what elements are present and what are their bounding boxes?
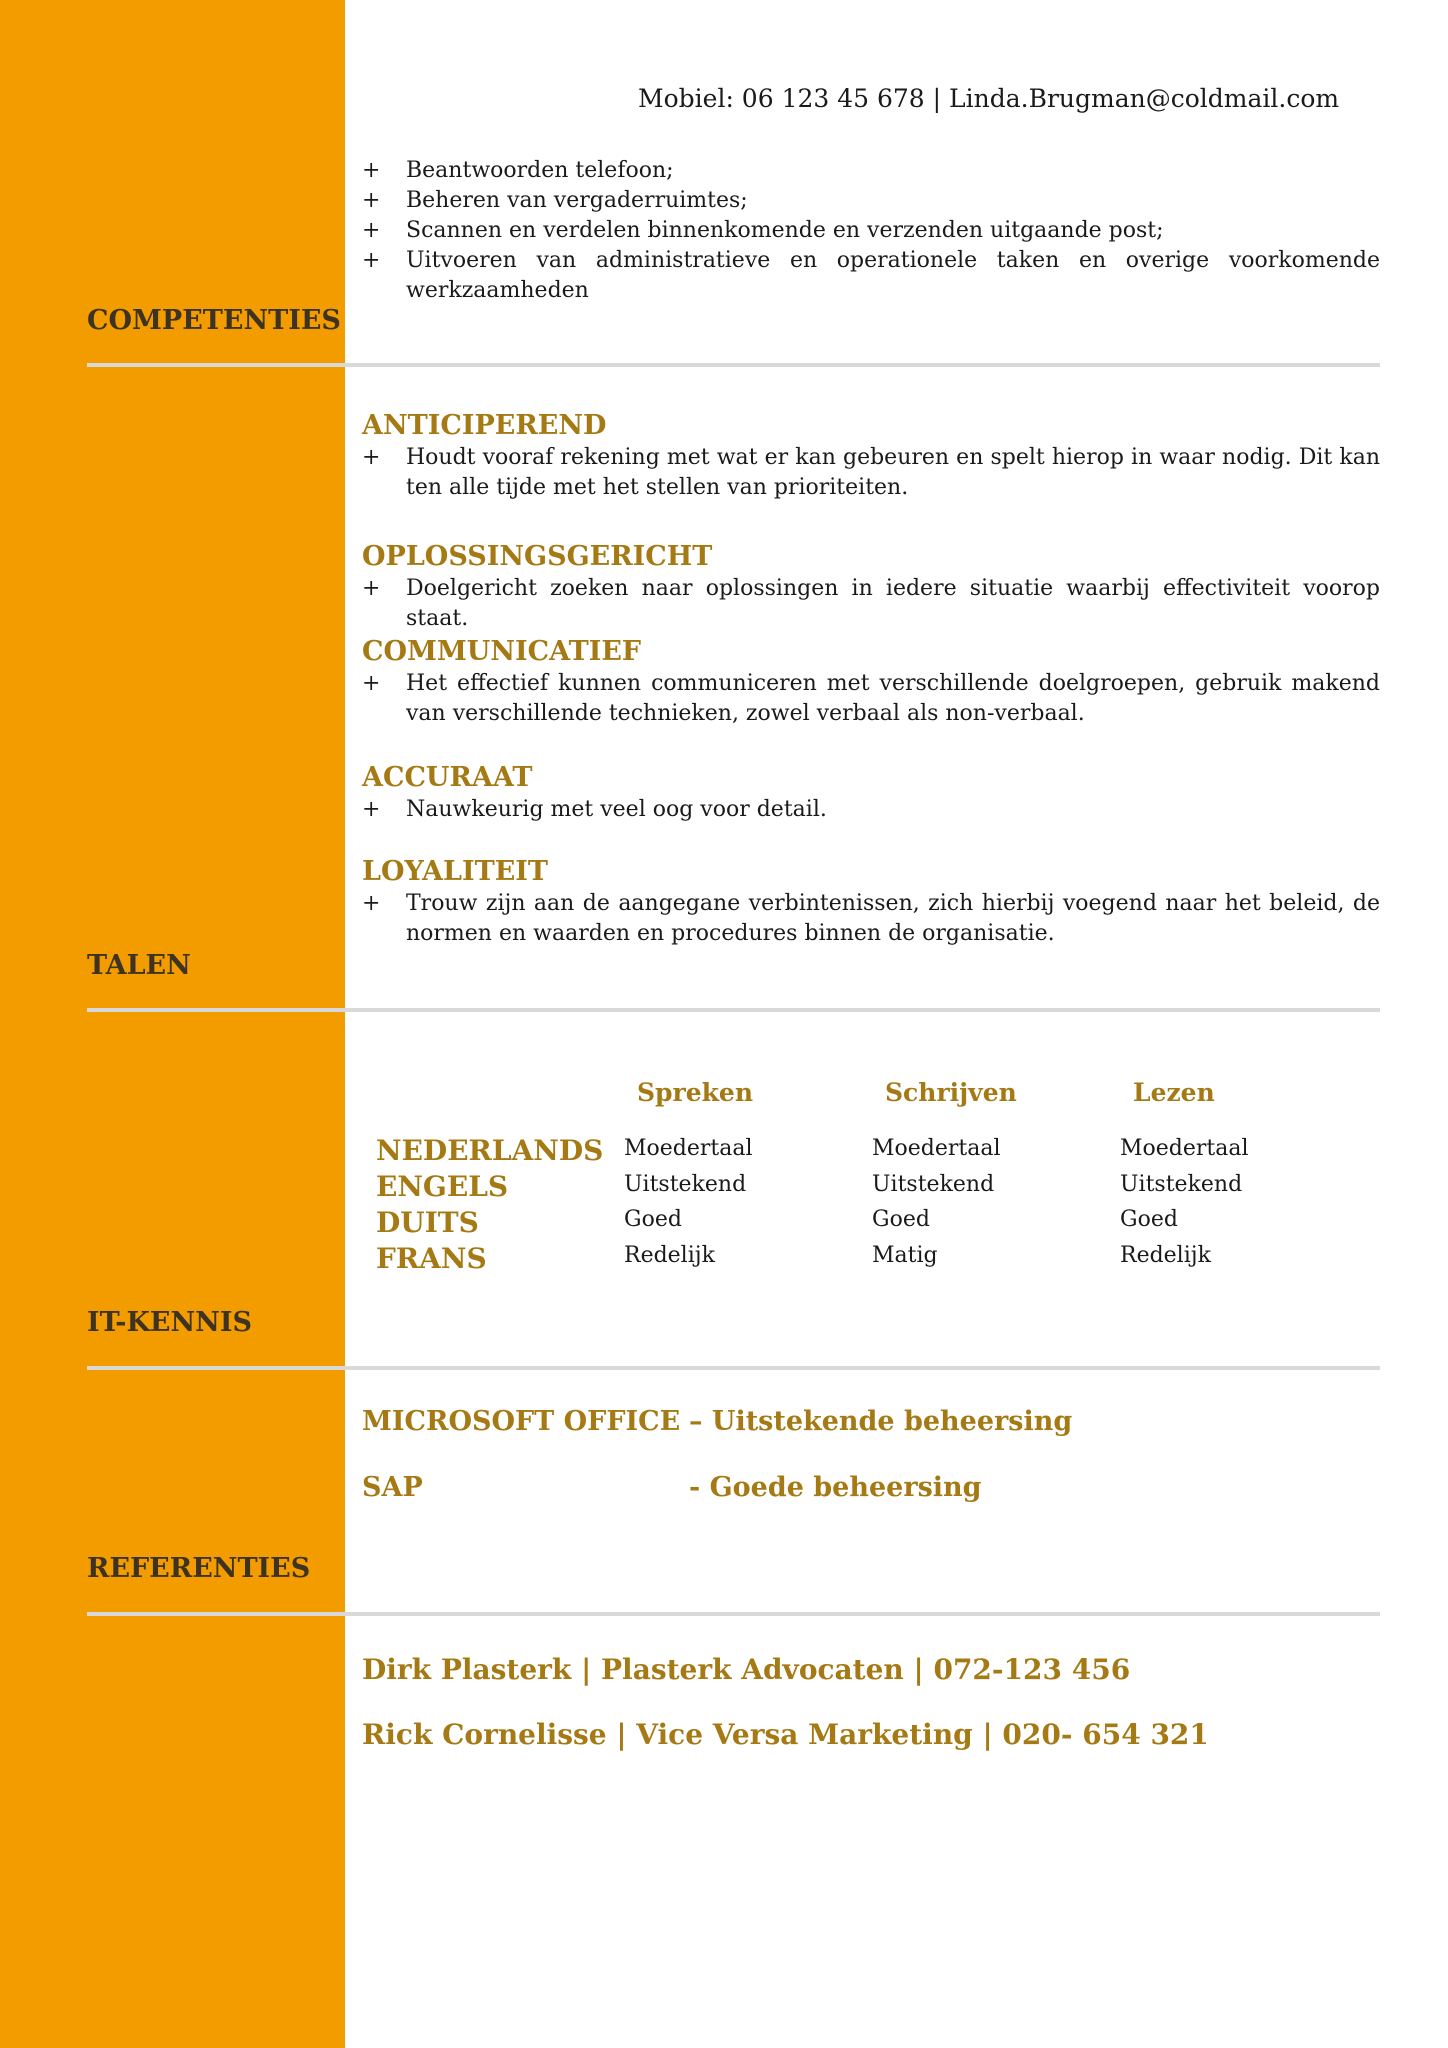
lang-value: Goed (1120, 1207, 1178, 1232)
it-skill-name: MICROSOFT OFFICE (362, 1406, 681, 1437)
lang-value: Moedertaal (1120, 1136, 1249, 1161)
competency-loyaliteit (362, 855, 1380, 949)
lang-value: Redelijk (1120, 1243, 1211, 1268)
it-skill-name: SAP (362, 1472, 423, 1503)
lang-header-spreken: Spreken (637, 1078, 754, 1107)
lang-value: Matig (872, 1243, 938, 1268)
lang-value: Uitstekend (624, 1172, 747, 1197)
it-skill-level: - Goede beheersing (689, 1472, 982, 1503)
lang-value: Uitstekend (872, 1172, 995, 1197)
lang-value: Goed (872, 1207, 930, 1232)
competency-title: OPLOSSINGSGERICHT (362, 541, 713, 572)
lang-name-frans: FRANS (376, 1242, 487, 1275)
competency-title: ANTICIPEREND (362, 410, 607, 441)
competency-title: LOYALITEIT (362, 856, 549, 887)
divider (87, 1008, 1380, 1012)
section-label-it-kennis: IT-KENNIS (87, 1307, 252, 1338)
it-skill-level: – Uitstekende beheersing (689, 1406, 1073, 1437)
lang-name-engels: ENGELS (376, 1170, 509, 1203)
task-list (362, 156, 1380, 306)
contact-info: Mobiel: 06 123 45 678 | Linda.Brugman@coldmail.com (638, 84, 1340, 113)
list-item: + Trouw zijn aan de aangegane verbintenissen, zich hierbij voegend naar het beleid, de normen en waarden en procedures binnen de organisatie. (362, 891, 1380, 946)
list-item: + Beheren van vergaderruimtes; (362, 188, 748, 213)
divider (87, 363, 1380, 367)
list-item: + Beantwoorden telefoon; (362, 158, 674, 183)
lang-value: Moedertaal (872, 1136, 1001, 1161)
section-label-referenties: REFERENTIES (87, 1553, 311, 1584)
list-item: + Nauwkeurig met veel oog voor detail. (362, 797, 827, 822)
list-item: + Doelgericht zoeken naar oplossingen in iedere situatie waarbij effectiviteit voorop staat. (362, 576, 1380, 631)
lang-value: Uitstekend (1120, 1172, 1243, 1197)
divider (87, 1612, 1380, 1616)
lang-name-nederlands: NEDERLANDS (376, 1134, 604, 1167)
reference-item: Dirk Plasterk | Plasterk Advocaten | 072-123 456 (362, 1653, 1131, 1686)
lang-header-lezen: Lezen (1133, 1078, 1215, 1107)
competency-accuraat (362, 761, 1380, 825)
competency-communicatief (362, 635, 1380, 729)
list-item: + Houdt vooraf rekening met wat er kan gebeuren en spelt hierop in waar nodig. Dit kan ten alle tijde met het stellen van prioriteiten. (362, 445, 1380, 500)
list-item: + Het effectief kunnen communiceren met verschillende doelgroepen, gebruik makend van verschillende technieken, zowel verbaal als non-verbaal. (362, 671, 1380, 726)
competency-title: ACCURAAT (362, 762, 533, 793)
reference-item: Rick Cornelisse | Vice Versa Marketing | 020- 654 321 (362, 1718, 1209, 1751)
lang-value: Goed (624, 1207, 682, 1232)
lang-name-duits: DUITS (376, 1206, 479, 1239)
lang-value: Redelijk (624, 1243, 715, 1268)
competency-anticiperend (362, 409, 1380, 503)
lang-value: Moedertaal (624, 1136, 753, 1161)
competency-oplossingsgericht (362, 540, 1380, 634)
list-item: + Scannen en verdelen binnenkomende en verzenden uitgaande post; (362, 218, 1164, 243)
divider (87, 1366, 1380, 1370)
section-label-talen: TALEN (87, 950, 191, 981)
list-item: + Uitvoeren van administratieve en operationele taken en overige voorkomende werkzaamheden (362, 248, 1380, 303)
competency-title: COMMUNICATIEF (362, 636, 642, 667)
section-label-competenties: COMPETENTIES (87, 305, 341, 336)
lang-header-schrijven: Schrijven (885, 1078, 1017, 1107)
